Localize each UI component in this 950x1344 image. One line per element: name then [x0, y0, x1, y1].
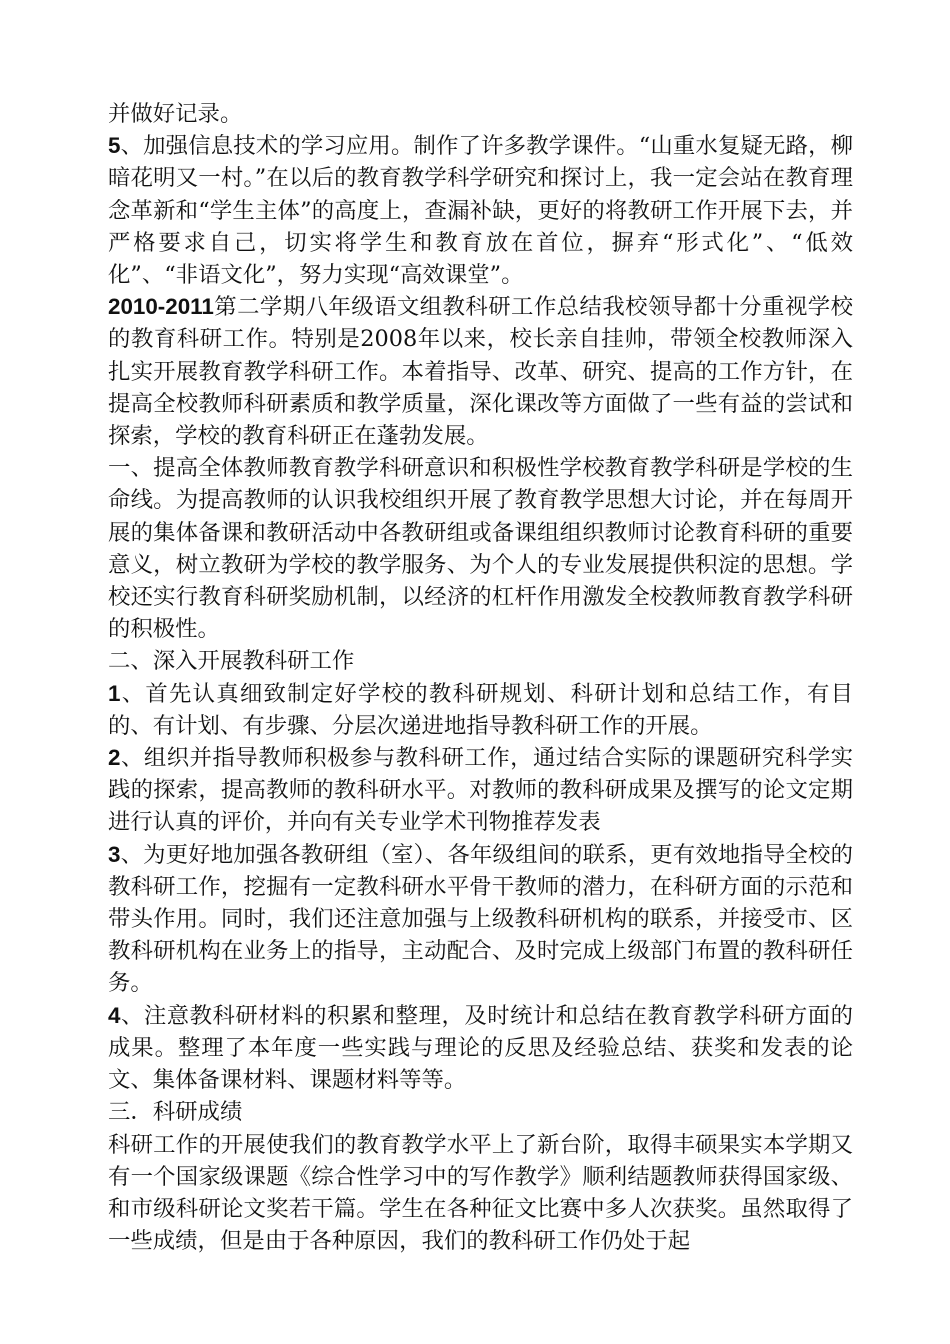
heading-text: 三．科研成绩 [108, 1099, 243, 1126]
document-body [108, 98, 853, 1257]
item-number: 5 [108, 133, 121, 159]
year-range: 2010-2011 [108, 294, 214, 320]
paragraph-record [108, 98, 853, 130]
paragraph-item-3 [108, 839, 853, 1000]
paragraph-text: 、组织并指导教师积极参与教科研工作，通过结合实际的课题研究科学实践的探索，提高教师的教科研水平。对教师的教科研成果及撰写的论文定期进行认真的评价，并向有关专业学术刊物推荐发表 [108, 745, 853, 836]
paragraph-item-1 [108, 678, 853, 742]
item-number: 1 [108, 680, 121, 706]
paragraph-text: 科研工作的开展使我们的教育教学水平上了新台阶，取得丰硕果实本学期又有一个国家级课题《综合性学习中的写作教学》顺利结题教师获得国家级、和市级科研论文奖若干篇。学生在各种征文比赛中多人次获奖。虽然取得了一些成绩，但是由于各种原因，我们的教科研工作仍处于起 [108, 1131, 853, 1255]
item-number: 4 [108, 1002, 121, 1028]
paragraph-text: 、加强信息技术的学习应用。制作了许多教学课件。“山重水复疑无路，柳暗花明又一村。”在以后的教育教学科学研究和探讨上，我一定会站在教育理念革新和“学生主体”的高度上，查漏补缺，更好的将教研工作开展下去，并严格要求自己，切实将学生和教育放在首位，摒弃“形式化”、“低效化”、“非语文化”，努力实现“高效课堂”。 [108, 133, 853, 289]
heading-section-two [108, 645, 853, 677]
paragraph-item-5 [108, 130, 853, 291]
item-number: 3 [108, 841, 121, 867]
paragraph-text: 、为更好地加强各教研组（室）、各年级组间的联系，更有效地指导全校的教科研工作，挖掘有一定教科研水平骨干教师的潜力，在科研方面的示范和带头作用。同时，我们还注意加强与上级教科研机构的联系，并接受市、区教科研机构在业务上的指导，主动配合、及时完成上级部门布置的教科研任务。 [108, 841, 853, 997]
paragraph-text: 并做好记录。 [108, 101, 243, 127]
paragraph-summary-intro [108, 291, 853, 452]
heading-text: 二、深入开展教科研工作 [108, 648, 355, 675]
paragraph-section-one [108, 452, 853, 645]
item-number: 2 [108, 745, 121, 771]
paragraph-achievements [108, 1129, 853, 1258]
heading-section-three [108, 1096, 853, 1128]
paragraph-item-2 [108, 742, 853, 839]
paragraph-item-4 [108, 1000, 853, 1097]
paragraph-text: 、注意教科研材料的积累和整理，及时统计和总结在教育教学科研方面的成果。整理了本年度一些实践与理论的反思及经验总结、获奖和发表的论文、集体备课材料、课题材料等等。 [108, 1002, 853, 1094]
paragraph-text: 第二学期八年级语文组教科研工作总结我校领导都十分重视学校的教育科研工作。特别是2008年以来，校长亲自挂帅，带领全校教师深入扎实开展教育教学科研工作。本着指导、改革、研究、提高的工作方针，在提高全校教师科研素质和教学质量，深化课改等方面做了一些有益的尝试和探索，学校的教育科研正在蓬勃发展。 [108, 294, 853, 450]
paragraph-text: 一、提高全体教师教育教学科研意识和积极性学校教育教学科研是学校的生命线。为提高教师的认识我校组织开展了教育教学思想大讨论，并在每周开展的集体备课和教研活动中各教研组或备课组组织教师讨论教育科研的重要意义，树立教研为学校的教学服务、为个人的专业发展提供积淀的思想。学校还实行教育科研奖励机制，以经济的杠杆作用激发全校教师教育教学科研的积极性。 [108, 455, 853, 643]
paragraph-text: 、首先认真细致制定好学校的教科研规划、科研计划和总结工作，有目的、有计划、有步骤、分层次递进地指导教科研工作的开展。 [108, 680, 853, 739]
